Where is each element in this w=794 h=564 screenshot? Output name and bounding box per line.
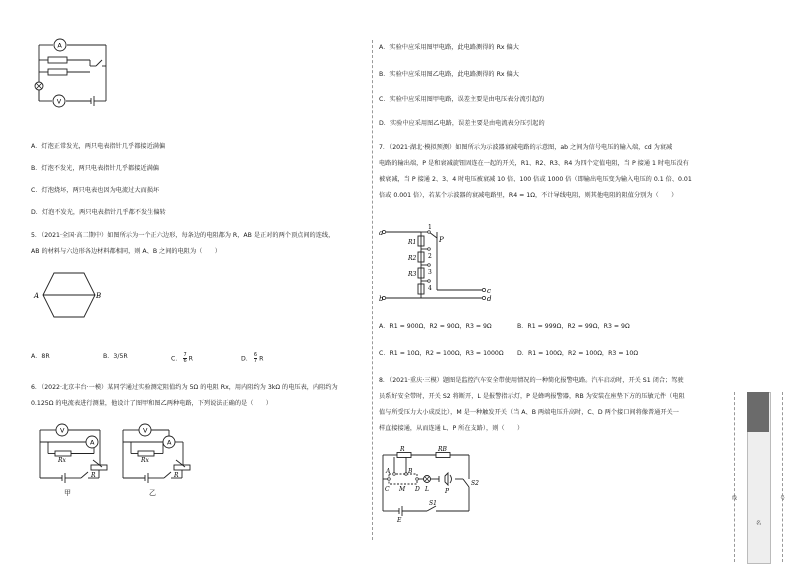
q8-stem-line1: 8．（2021·重庆·三模）题图是监控汽车安全带使用情况的一种简化报警电路。汽车启动时，开关 S1 闭合；驾驶 <box>379 377 684 384</box>
q5-option-d-fraction <box>254 353 257 364</box>
q6-jia-r-label: R <box>91 472 96 479</box>
q7-option-d: D．R1 = 100Ω，R2 = 100Ω，R3 = 10Ω <box>517 350 639 357</box>
q5-option-c-suffix: R <box>188 355 193 363</box>
voltmeter-label: V <box>56 97 62 106</box>
q6-option-c: C．实验中应采用图甲电路，误差主要是由电压表分流引起的 <box>379 96 545 103</box>
q6-yi-a-label: A <box>167 438 172 447</box>
q7-label-4: 4 <box>428 285 432 292</box>
q6-option-b: B．实验中应采用图乙电路，此电路测得的 Rx 偏大 <box>379 71 519 78</box>
q6-circuit-figure-jia <box>36 420 116 480</box>
q5-label-a: A <box>34 292 40 300</box>
q7-label-2: 2 <box>428 253 432 260</box>
q4-option-c: C．灯泡烧坏，两只电表也因为电流过大而损坏 <box>31 187 160 194</box>
column-divider <box>372 40 373 540</box>
q8-label-b: B <box>408 468 413 475</box>
q6-jia-rx-label: Rx <box>58 457 66 464</box>
q6-caption-jia: 甲 <box>64 489 71 497</box>
q8-label-p: P <box>445 488 450 495</box>
binding-label-inner: 号 <box>779 495 785 500</box>
q8-label-e: E <box>397 517 402 524</box>
q7-label-3: 3 <box>428 269 432 276</box>
q5-hexagon-figure <box>34 265 104 325</box>
q4-option-d: D．灯泡不发光，两只电表指针几乎都不发生偏转 <box>31 209 166 216</box>
q8-stem-line4: 样直接接通，从而连通 L、P 所在支路），则（ ） <box>379 425 524 432</box>
q5-label-b: B <box>96 292 102 300</box>
q8-label-a: A <box>386 468 391 475</box>
q7-label-r1: R1 <box>408 239 417 246</box>
q8-label-d: D <box>415 486 420 493</box>
q8-alarm-circuit-figure <box>379 443 479 523</box>
q6-stem-line1: 6．（2022·北京丰台·一模）某同学通过实验测定阻值约为 5Ω 的电阻 Rx，用内阻约为 3kΩ 的电压表，内阻约为 <box>31 384 338 391</box>
q5-option-d <box>241 353 263 364</box>
q4-option-a: A．灯泡正常发光，两只电表指针几乎都接近满偏 <box>31 143 166 150</box>
q7-attenuator-figure <box>379 220 499 310</box>
q5-option-c <box>171 353 193 364</box>
q8-stem-line2: 员系好安全带时，开关 S2 将断开，L 是报警指示灯，P 是蜂鸣报警器，RB 为安装在座垫下方的压敏元件（电阻 <box>379 393 685 400</box>
q8-label-s2: S2 <box>471 480 479 487</box>
q7-stem-line1: 7．（2021·湖北·模拟预测）如图所示为示波器衰减电路的示意图，ab 之间为信号电压的输入端，cd 为衰减 <box>379 144 673 151</box>
q5-option-d-suffix: R <box>259 355 264 363</box>
q7-option-a: A．R1 = 900Ω，R2 = 90Ω，R3 = 9Ω <box>379 323 492 330</box>
q6-option-d: D．实验中应采用图乙电路，误差主要是由电流表分压引起的 <box>379 120 545 127</box>
q8-label-m: M <box>399 486 406 493</box>
q5-option-c-fraction <box>183 353 186 364</box>
q5-option-c-num: 7 <box>183 352 187 358</box>
q8-stem-line3: 值与所受压力大小成反比），M 是一种触发开关（当 A、B 两端电压升高时，C、D 两个接口间将像普通开关一 <box>379 409 679 416</box>
q8-label-s1: S1 <box>429 500 437 507</box>
q5-option-c-prefix: C． <box>171 355 182 363</box>
q7-label-a: a <box>379 229 384 237</box>
q7-label-p: P <box>439 236 444 244</box>
q5-stem-line2: AB 的材料与六边形各边材料都相同，则 A、B 之间的电阻为（ ） <box>31 248 221 255</box>
q7-label-r3: R3 <box>408 271 417 278</box>
binding-label-outer: 线 <box>731 495 737 500</box>
q5-option-d-num: 6 <box>253 352 258 358</box>
q5-option-a: A．8R <box>31 353 50 360</box>
q6-stem-line2: 0.125Ω 的电流表进行测量，他设计了图甲和图乙两种电路，下列说法正确的是（ ） <box>31 400 272 407</box>
binding-dash-line-inner <box>782 392 783 562</box>
q7-label-d: d <box>487 295 492 303</box>
q5-option-d-den: 7 <box>253 358 258 364</box>
q6-yi-v-label: V <box>143 426 148 435</box>
q6-circuit-figure-yi <box>119 420 199 480</box>
q5-option-d-prefix: D． <box>241 355 252 363</box>
q7-label-r2: R2 <box>408 255 417 262</box>
q8-label-r: R <box>400 446 405 453</box>
binding-dash-line-outer <box>734 392 735 562</box>
q6-yi-rx-label: Rx <box>141 457 149 464</box>
q7-option-b: B．R1 = 999Ω，R2 = 99Ω，R3 = 9Ω <box>517 323 630 330</box>
q6-caption-yi: 乙 <box>149 489 156 497</box>
q6-option-a: A．实验中应采用图甲电路，此电路测得的 Rx 偏大 <box>379 44 519 51</box>
q6-yi-r-label: R <box>174 472 179 479</box>
ammeter-label: A <box>57 41 62 50</box>
binding-dark-strip <box>747 392 769 432</box>
q5-stem-line1: 5．（2021·全国·高二期中）如图所示为一个正六边形，每条边的电阻都为 R，AB 是正对的两个顶点间的连线， <box>31 232 335 239</box>
q7-label-b: b <box>379 295 384 303</box>
q8-label-l: L <box>425 486 429 493</box>
q7-label-1: 1 <box>428 224 432 231</box>
q7-option-c: C．R1 = 10Ω，R2 = 100Ω，R3 = 1000Ω <box>379 350 504 357</box>
q7-label-c: c <box>487 287 491 295</box>
q4-option-b: B．灯泡不发光，两只电表指针几乎都接近满偏 <box>31 165 159 172</box>
binding-label-mid: 名 <box>755 520 761 525</box>
q7-stem-line4: 倍或 0.001 倍），若某个示波器的衰减电路里，R4 = 1Ω，不计导线电阻，则其他电阻的阻值分别为（ ） <box>379 192 678 199</box>
q6-jia-v-label: V <box>60 426 65 435</box>
q7-stem-line2: 电路的输出端，P 是和衰减旋钮固连在一起的开关，R1、R2、R3、R4 为四个定值电阻，当 P 接通 1 时电压没有 <box>379 160 689 167</box>
q5-option-c-den: 6 <box>183 358 187 364</box>
q8-label-rb: RB <box>438 446 447 453</box>
q6-jia-a-label: A <box>90 438 95 447</box>
q5-option-b: B．3/5R <box>103 353 128 360</box>
q8-label-c: C <box>385 486 390 493</box>
q4-circuit-figure <box>30 36 150 116</box>
q7-stem-line3: 被衰减，当 P 接通 2、3、4 时电压被衰减 10 倍、100 倍或 1000 倍（即输出电压变为输入电压的 0.1 倍、0.01 <box>379 176 692 183</box>
